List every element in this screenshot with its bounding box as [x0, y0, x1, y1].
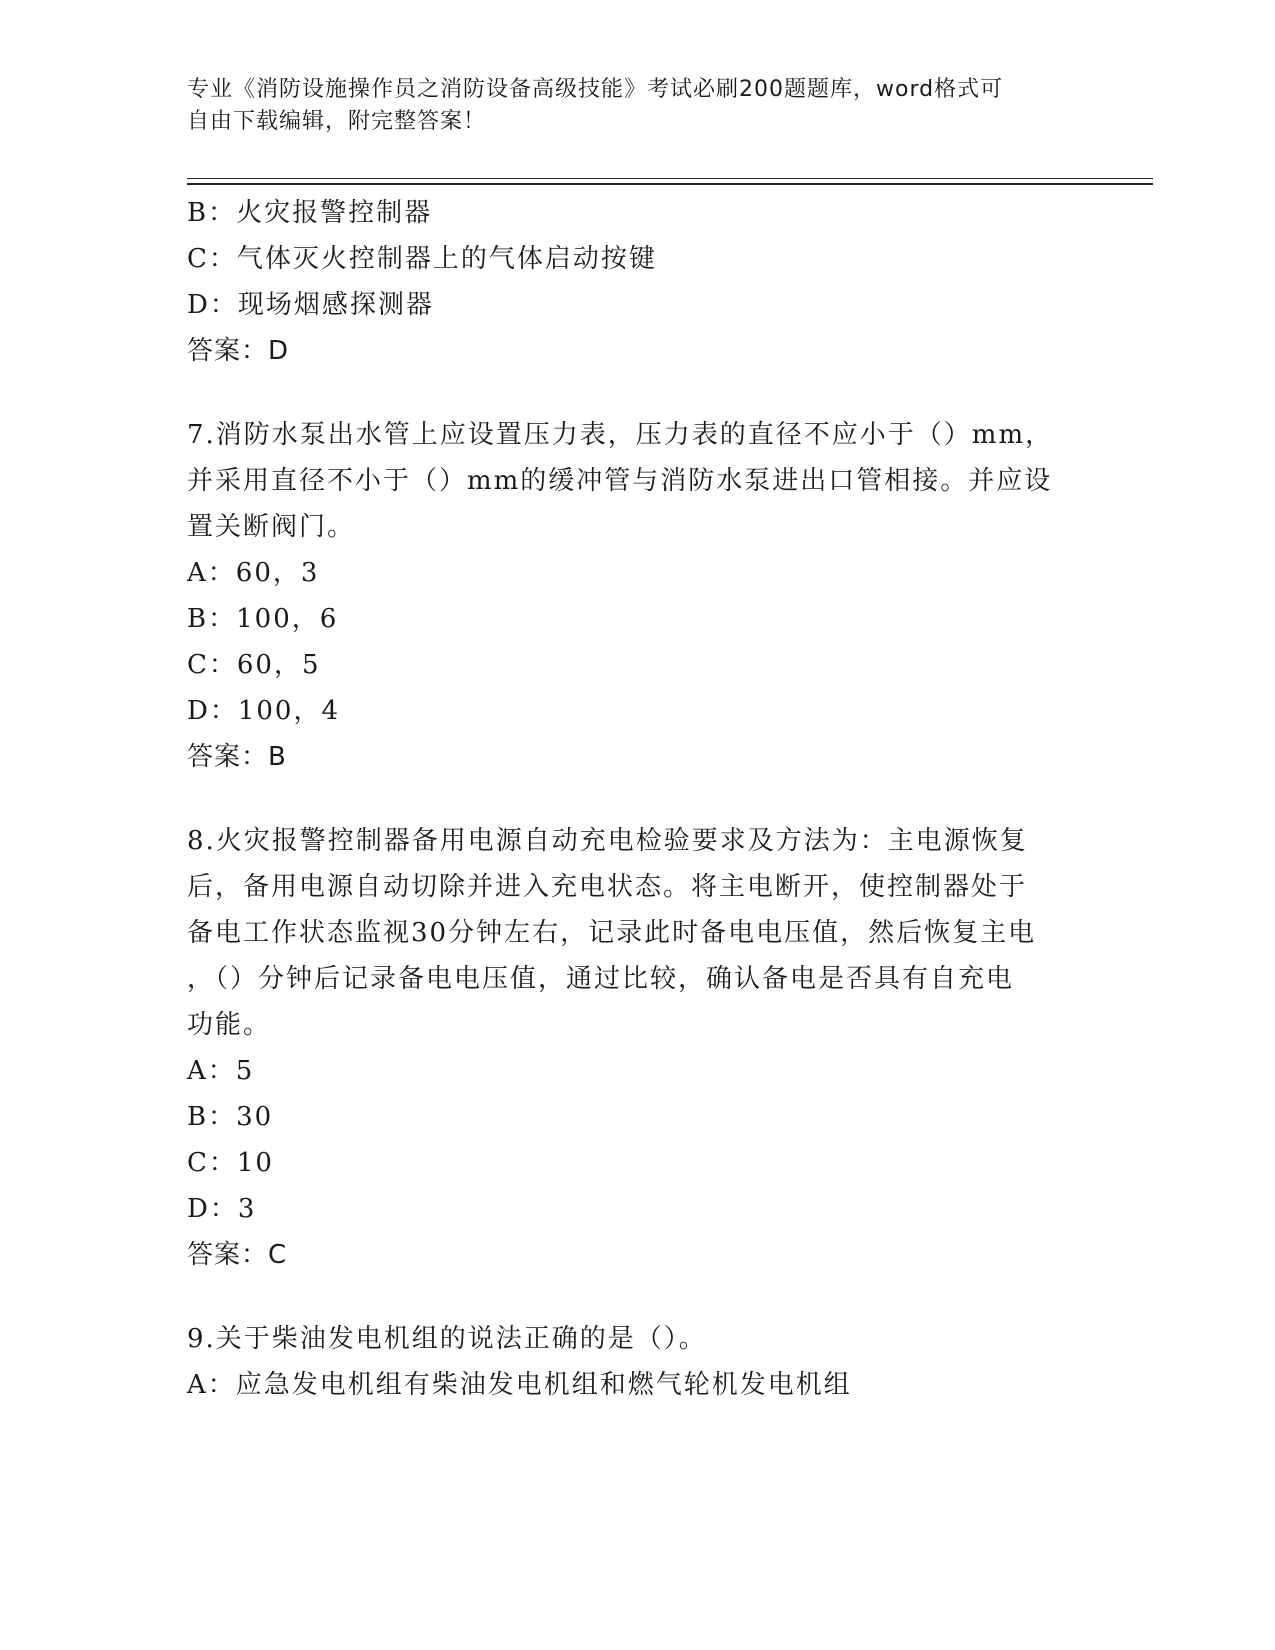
question-text-line: ，（）分钟后记录备电电压值，通过比较，确认备电是否具有自充电 [187, 964, 1015, 994]
question-text-line: 后，备用电源自动切除并进入充电状态。将主电断开，使控制器处于 [187, 872, 1028, 902]
document-header [187, 74, 1067, 138]
option-a: A：60，3 [187, 558, 320, 588]
question-text-line: 并采用直径不小于（）mm的缓冲管与消防水泵进出口管相接。并应设 [187, 466, 1053, 496]
option-d: D：现场烟感探测器 [187, 290, 434, 320]
option-c: C：气体灭火控制器上的气体启动按键 [187, 244, 657, 274]
answer: 答案：D [187, 336, 290, 366]
header-line-2: 自由下载编辑，附完整答案！ [187, 109, 487, 134]
header-divider-thick [187, 183, 1153, 185]
question-7 [187, 412, 1087, 780]
option-a: A：5 [187, 1056, 255, 1086]
option-b: B：100，6 [187, 604, 339, 634]
option-c: C：60，5 [187, 650, 321, 680]
question-text-line: 8.火灾报警控制器备用电源自动充电检验要求及方法为：主电源恢复 [187, 826, 1028, 856]
prev-question [187, 190, 1087, 374]
header-divider-thin [187, 178, 1153, 179]
question-text-line: 9.关于柴油发电机组的说法正确的是（）。 [187, 1324, 707, 1354]
answer: 答案：B [187, 742, 287, 772]
question-8 [187, 818, 1087, 1278]
question-text-line: 置关断阀门。 [187, 512, 356, 542]
question-9 [187, 1316, 1087, 1408]
option-b: B：火灾报警控制器 [187, 198, 433, 228]
option-c: C：10 [187, 1148, 274, 1178]
header-line-1: 专业《消防设施操作员之消防设备高级技能》考试必刷200题题库，word格式可 [187, 77, 1004, 102]
question-text-line: 功能。 [187, 1010, 272, 1040]
answer: 答案：C [187, 1240, 288, 1270]
option-a: A：应急发电机组有柴油发电机组和燃气轮机发电机组 [187, 1370, 852, 1400]
option-b: B：30 [187, 1102, 274, 1132]
question-text-line: 备电工作状态监视30分钟左右，记录此时备电电压值，然后恢复主电 [187, 918, 1037, 948]
option-d: D：3 [187, 1194, 257, 1224]
question-text-line: 7.消防水泵出水管上应设置压力表，压力表的直径不应小于（）mm， [187, 420, 1054, 450]
option-d: D：100，4 [187, 696, 341, 726]
question-content [187, 190, 1087, 1408]
